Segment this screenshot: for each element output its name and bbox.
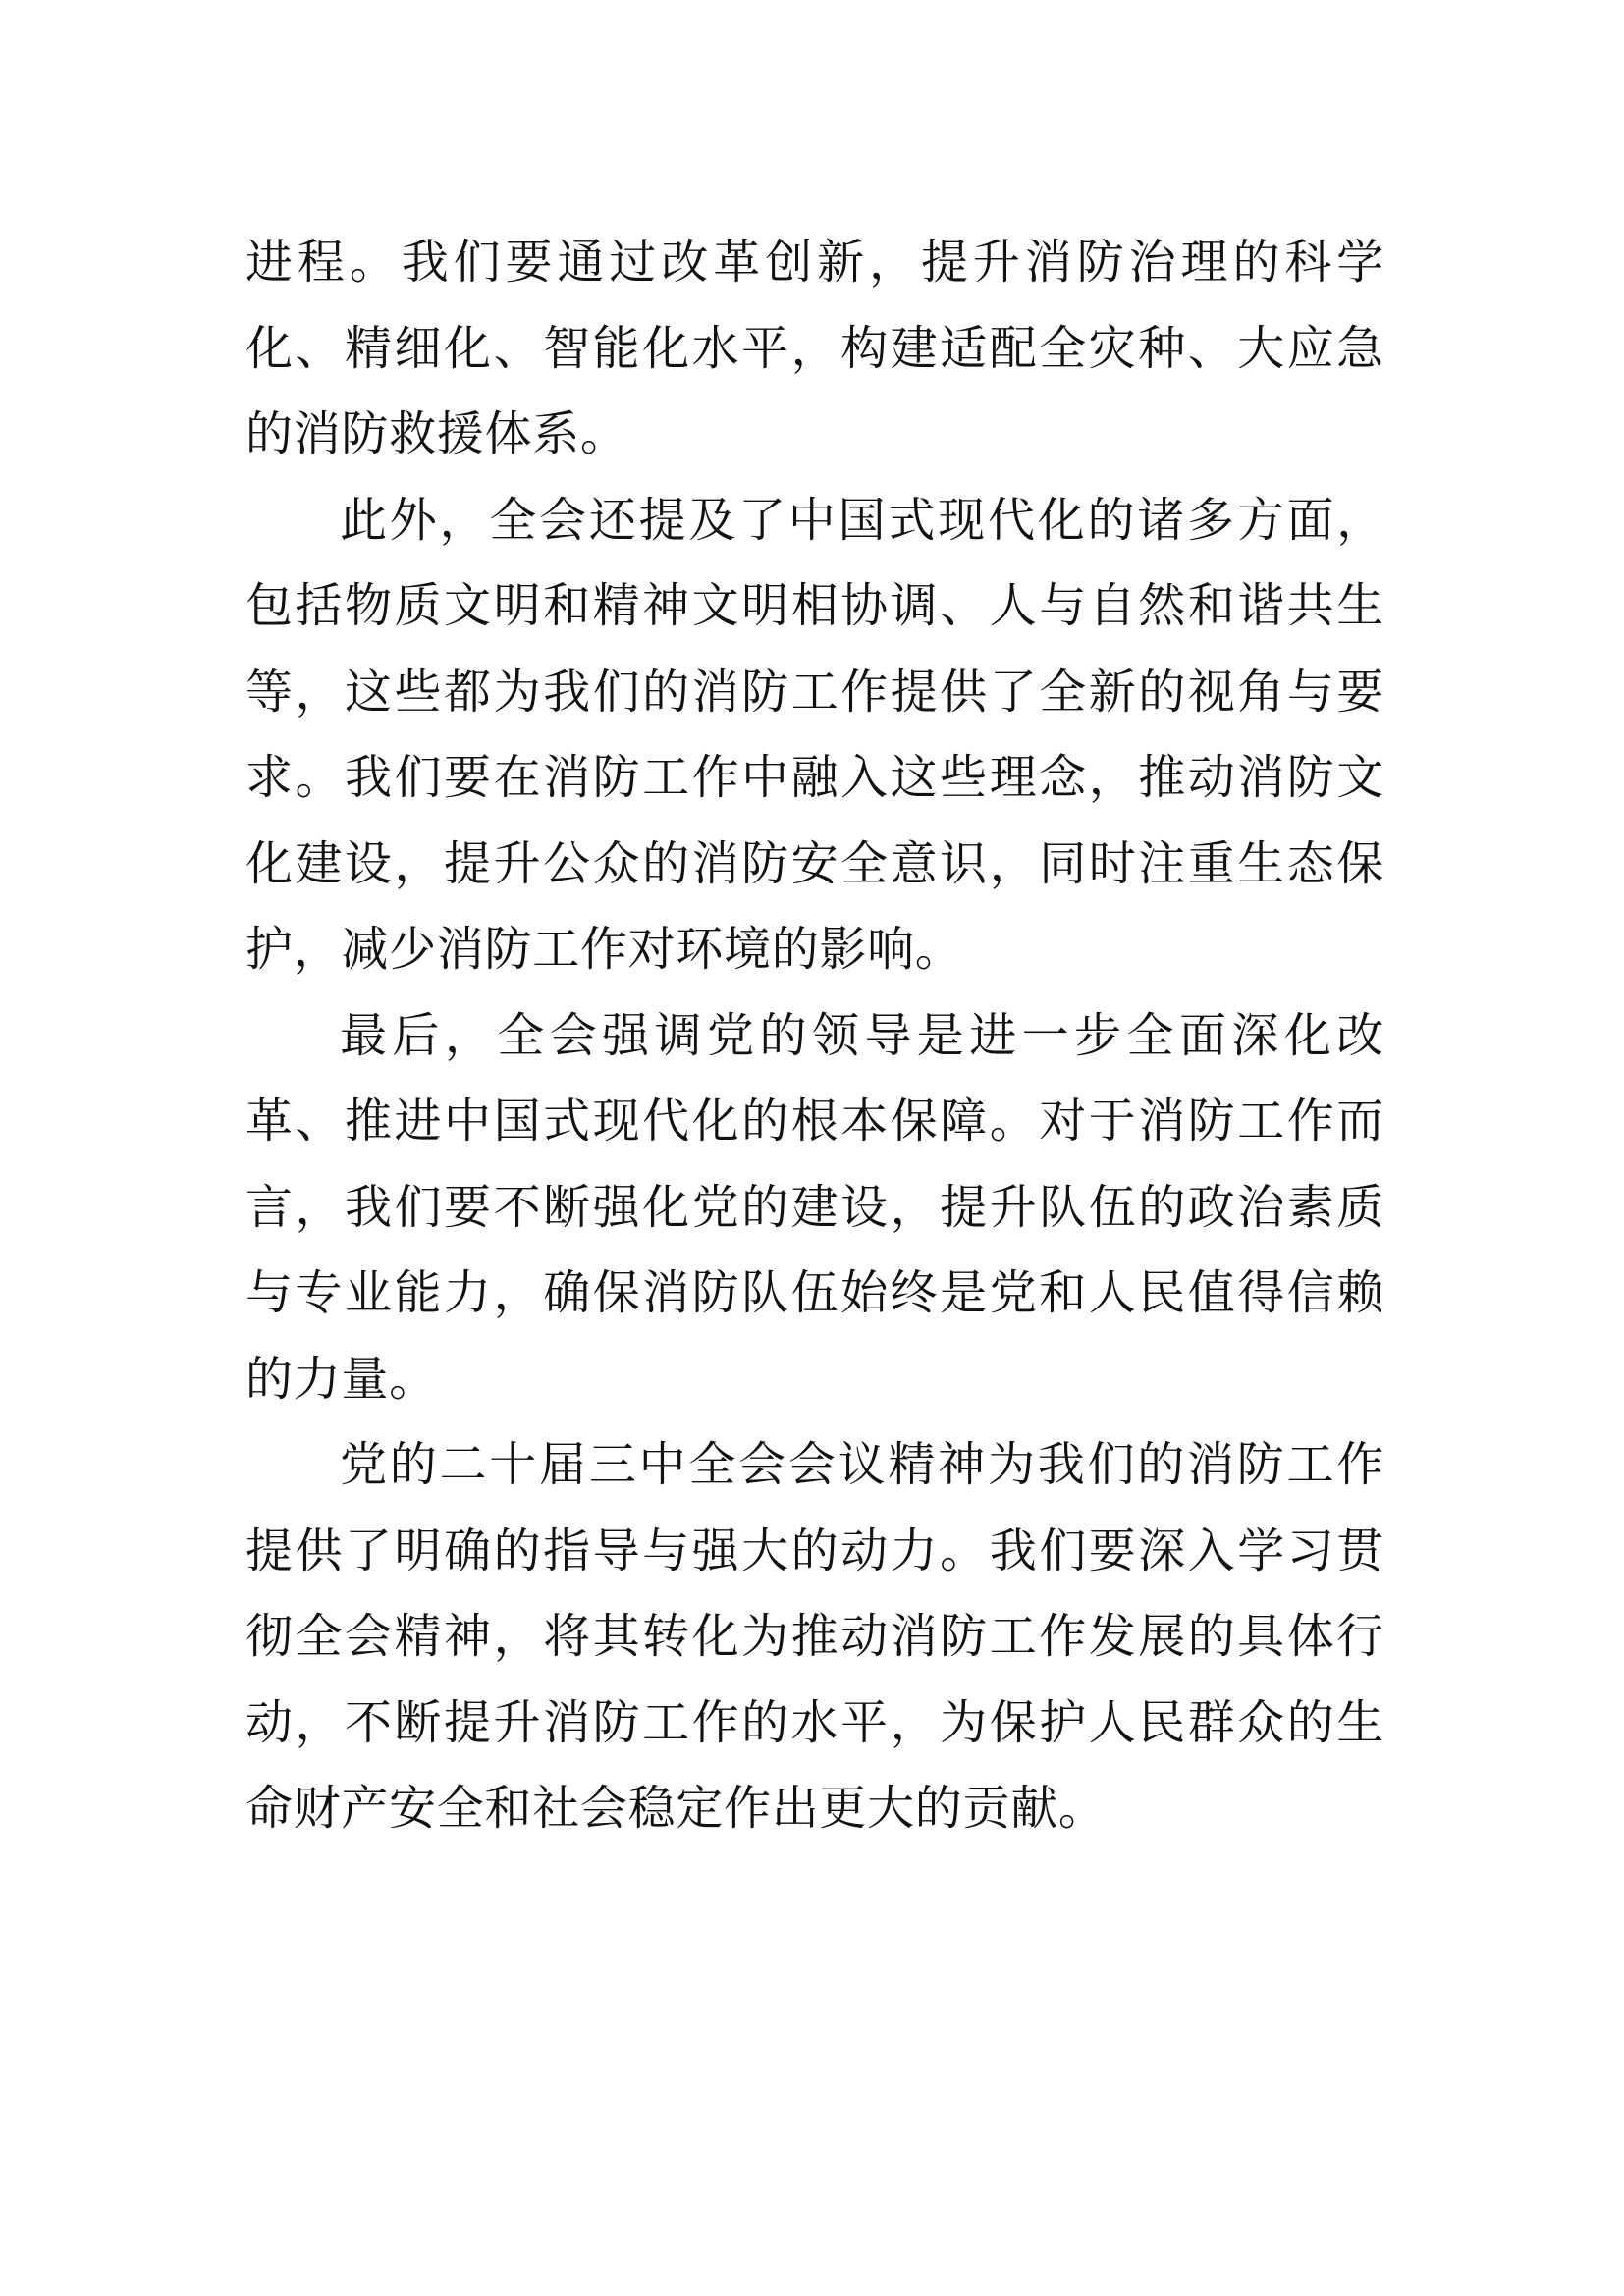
paragraph-modernization-aspects: 此外，全会还提及了中国式现代化的诸多方面，包括物质文明和精神文明相协调、人与自然和谐共生等，这些都为我们的消防工作提供了全新的视角与要求。我们要在消防工作中融入这些理念，推动消防文化建设，提升公众的消防安全意识，同时注重生态保护，减少消防工作对环境的影响。 [245, 492, 1384, 977]
document-body [245, 220, 1384, 1852]
paragraph-conclusion: 党的二十届三中全会会议精神为我们的消防工作提供了明确的指导与强大的动力。我们要深入学习贯彻全会精神，将其转化为推动消防工作发展的具体行动，不断提升消防工作的水平，为保护人民群众的生命财产安全和社会稳定作出更大的贡献。 [245, 1437, 1384, 1836]
paragraph-continuation: 进程。我们要通过改革创新，提升消防治理的科学化、精细化、智能化水平，构建适配全灾种、大应急的消防救援体系。 [245, 235, 1384, 461]
paragraph-party-leadership: 最后，全会强调党的领导是进一步全面深化改革、推进中国式现代化的根本保障。对于消防工作而言，我们要不断强化党的建设，提升队伍的政治素质与专业能力，确保消防队伍始终是党和人民值得信赖的力量。 [245, 1007, 1384, 1407]
